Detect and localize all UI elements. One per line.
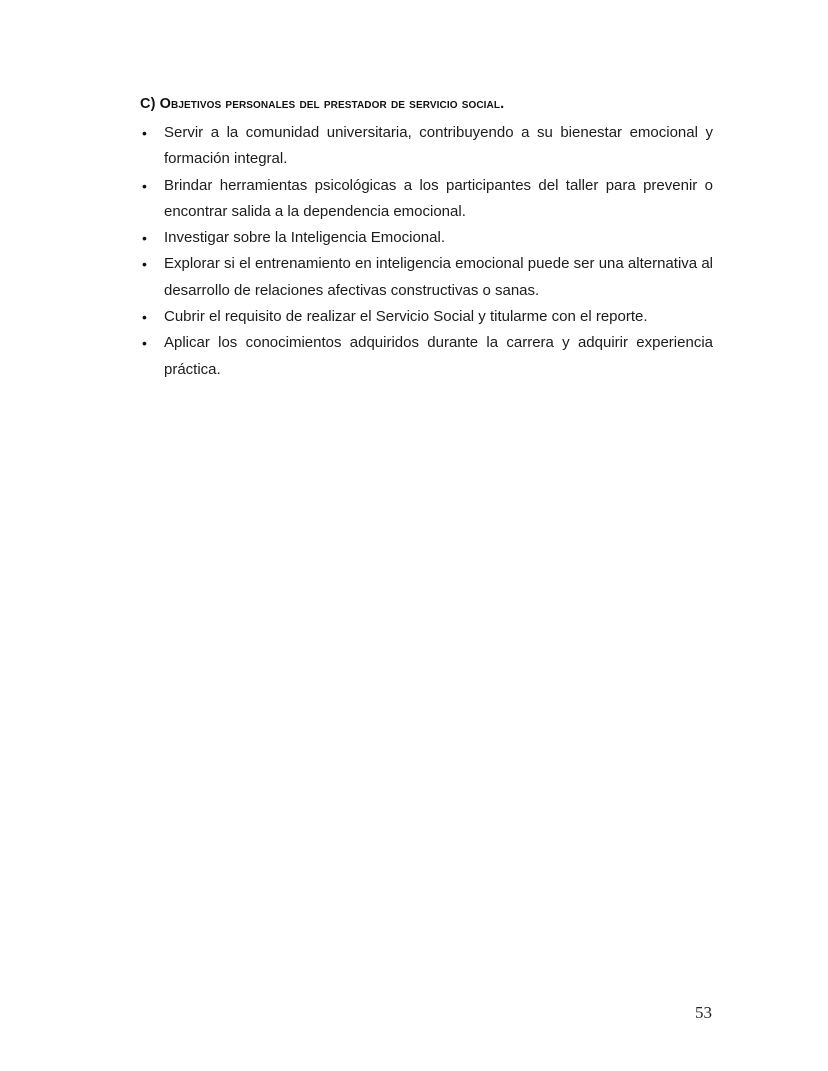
list-item bbox=[140, 304, 713, 330]
bullet-icon: • bbox=[142, 309, 147, 326]
bullet-icon: • bbox=[142, 177, 147, 194]
bullet-icon: • bbox=[142, 335, 147, 352]
section-heading bbox=[140, 96, 504, 112]
list-item-text: Servir a la comunidad universitaria, contribuyendo a su bienestar emocional y formación integral. bbox=[164, 124, 713, 168]
section-heading-prefix: C) bbox=[140, 96, 156, 112]
list-item bbox=[140, 173, 713, 226]
bullet-icon: • bbox=[142, 125, 147, 141]
list-item-text: Investigar sobre la Inteligencia Emocional. bbox=[164, 229, 445, 247]
list-item-text: Aplicar los conocimientos adquiridos durante la carrera y adquirir experiencia práctica. bbox=[164, 334, 713, 378]
list-item bbox=[140, 120, 713, 173]
page-number: 53 bbox=[695, 1003, 712, 1022]
objectives-list bbox=[140, 120, 713, 383]
list-item bbox=[140, 330, 713, 383]
bullet-icon: • bbox=[142, 230, 147, 247]
list-item-text: Brindar herramientas psicológicas a los participantes del taller para prevenir o encontrar salida a la dependencia emocional. bbox=[164, 176, 713, 220]
list-item bbox=[140, 251, 713, 304]
bullet-icon: • bbox=[142, 256, 147, 273]
section-heading-title: Objetivos personales del prestador de servicio social. bbox=[159, 96, 505, 112]
list-item bbox=[140, 225, 713, 251]
list-item-text: Cubrir el requisito de realizar el Servicio Social y titularme con el reporte. bbox=[164, 308, 648, 326]
list-item-text: Explorar si el entrenamiento en inteligencia emocional puede ser una alternativa al desarrollo de relaciones afectivas constructivas o sanas. bbox=[164, 255, 713, 299]
